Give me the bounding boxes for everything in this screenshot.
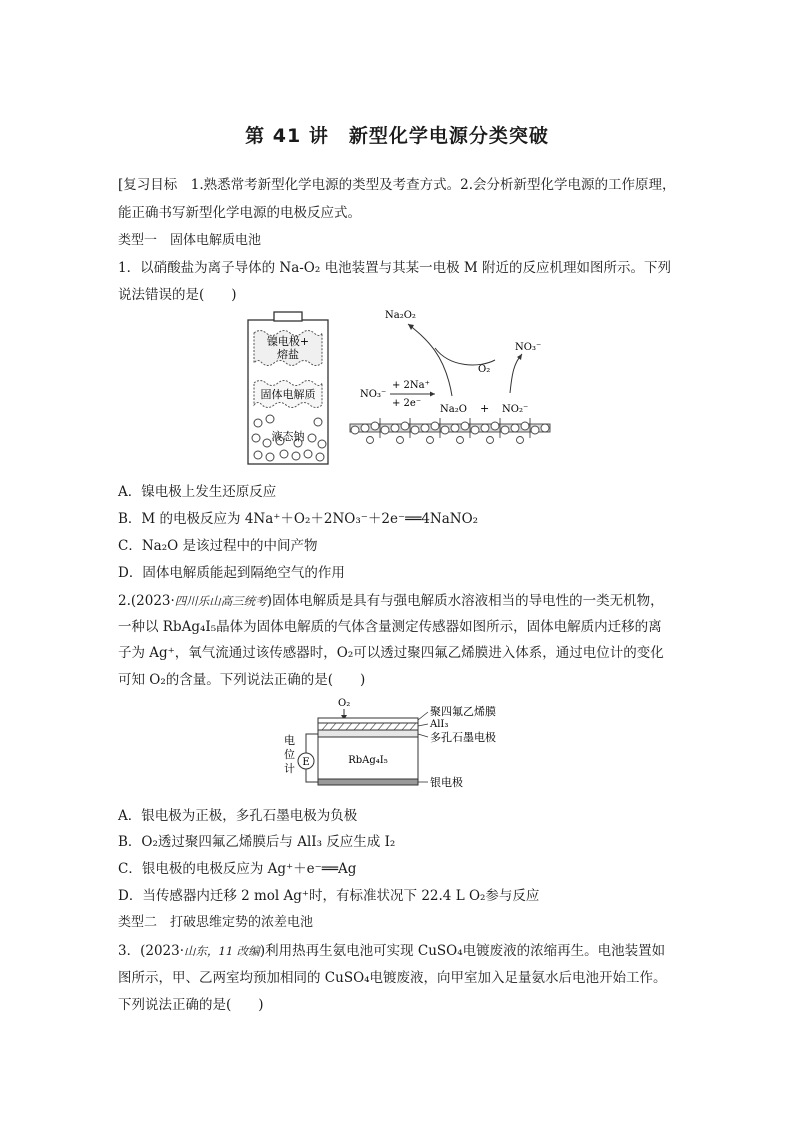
label-na2o: Na₂O	[440, 404, 467, 415]
q2-stem-text: )固体电解质是具有与强电解质水溶液相当的导电性的一类无机物，	[266, 593, 664, 609]
q3-source: 山东，11 改编	[184, 944, 260, 958]
label-molten-salt: 熔盐	[277, 348, 299, 361]
label-plus-2e: + 2e⁻	[392, 398, 422, 409]
review-goal-text: 1.熟悉常考新型化学电源的类型及考查方式。2.会分析新型化学电源的工作原理，	[177, 177, 676, 193]
q2-source: 四川乐山高三统考	[174, 594, 267, 608]
q1-option-a: A．镍电极上发生还原反应	[118, 484, 277, 500]
arrow-to-nitrate	[510, 354, 522, 393]
q2-option-d: D．当传感器内迁移 2 mol Ag⁺时，有标准状况下 22.4 L O₂参与反应	[118, 888, 540, 904]
q1-figure	[240, 298, 560, 473]
label-meter-3: 计	[284, 762, 295, 775]
q3-stem-text: )利用热再生氨电池可实现 CuSO₄电镀废液的浓缩再生。电池装置如	[259, 943, 666, 959]
label-meter-1: 电	[284, 734, 295, 747]
label-ali3: AlI₃	[430, 719, 449, 730]
label-liquid-sodium: 液态钠	[271, 430, 305, 443]
q1-stem-line-2: 说法错误的是( )	[118, 287, 237, 303]
review-goal-line-1	[118, 173, 676, 193]
graphite-electrode	[318, 730, 418, 737]
label-sensor-o2: O₂	[338, 698, 351, 709]
q3-number: 3．(2023·	[118, 943, 185, 959]
label-nitrate-top: NO₃⁻	[515, 342, 542, 353]
q2-figure	[278, 694, 528, 794]
q2-stem-line-3: 子为 Ag⁺，氧气流通过该传感器时，O₂可以透过聚四氟乙烯膜进入体系，通过电位计的变化	[118, 645, 664, 661]
label-rbag4i5: RbAg₄I₅	[348, 755, 388, 766]
label-nickel-electrode: 镍电极+	[266, 335, 310, 348]
silver-electrode	[318, 779, 418, 785]
section-heading-type2: 类型二 打破思维定势的浓差电池	[118, 915, 314, 930]
q1-option-b: B．M 的电极反应为 4Na⁺＋O₂＋2NO₃⁻＋2e⁻══4NaNO₂	[118, 511, 479, 527]
label-silver: 银电极	[430, 776, 463, 789]
q1-stem-line-1: 1．以硝酸盐为离子导体的 Na-O₂ 电池装置与其某一电极 M 附近的反应机理如图所示。下列	[118, 260, 671, 276]
label-meter-e: E	[302, 757, 310, 768]
section-heading-type1: 类型一 固体电解质电池	[118, 233, 262, 248]
q3-stem-line-2: 图所示，甲、乙两室均预加相同的 CuSO₄电镀废液，向甲室加入足量氨水后电池开始工作。	[118, 970, 667, 986]
q3-stem-line-1	[118, 939, 665, 959]
q3-stem-line-3: 下列说法正确的是( )	[118, 997, 264, 1013]
q2-stem-line-1	[118, 589, 664, 609]
label-meter-2: 位	[284, 748, 295, 761]
ptfe-membrane	[318, 718, 418, 723]
label-solid-electrolyte: 固体电解质	[260, 388, 316, 401]
q2-number: 2.(2023·	[118, 593, 175, 609]
q2-option-c: C．银电极的电极反应为 Ag⁺＋e⁻══Ag	[118, 861, 357, 877]
battery-cap	[274, 312, 302, 321]
label-na2o2: Na₂O₂	[385, 310, 416, 321]
label-nitrite: NO₂⁻	[502, 404, 529, 415]
electrode-surface	[350, 418, 550, 444]
label-plus-2na: + 2Na⁺	[392, 380, 430, 391]
label-graphite: 多孔石墨电极	[430, 731, 496, 744]
q2-option-b: B．O₂透过聚四氟乙烯膜后与 AlI₃ 反应生成 I₂	[118, 834, 396, 850]
review-goal-line-2: 能正确书写新型化学电源的电极反应式。	[118, 205, 361, 221]
q1-option-c: C．Na₂O 是该过程中的中间产物	[118, 538, 318, 554]
label-ptfe: 聚四氟乙烯膜	[430, 705, 496, 718]
review-goal-label: [复习目标	[118, 177, 178, 193]
q2-option-a: A．银电极为正极，多孔石墨电极为负极	[118, 808, 358, 824]
page-title: 第 41 讲 新型化学电源分类突破	[245, 125, 549, 147]
q1-option-d: D．固体电解质能起到隔绝空气的作用	[118, 565, 345, 581]
label-o2: O₂	[478, 364, 491, 375]
label-nitrate-left: NO₃⁻	[360, 389, 387, 400]
q2-stem-line-2: 一种以 RbAg₄I₅晶体为固体电解质的气体含量测定传感器如图所示，固体电解质内迁移的离	[118, 619, 662, 635]
q2-stem-line-4: 可知 O₂的含量。下列说法正确的是( )	[118, 672, 366, 688]
label-plus: +	[480, 402, 490, 415]
